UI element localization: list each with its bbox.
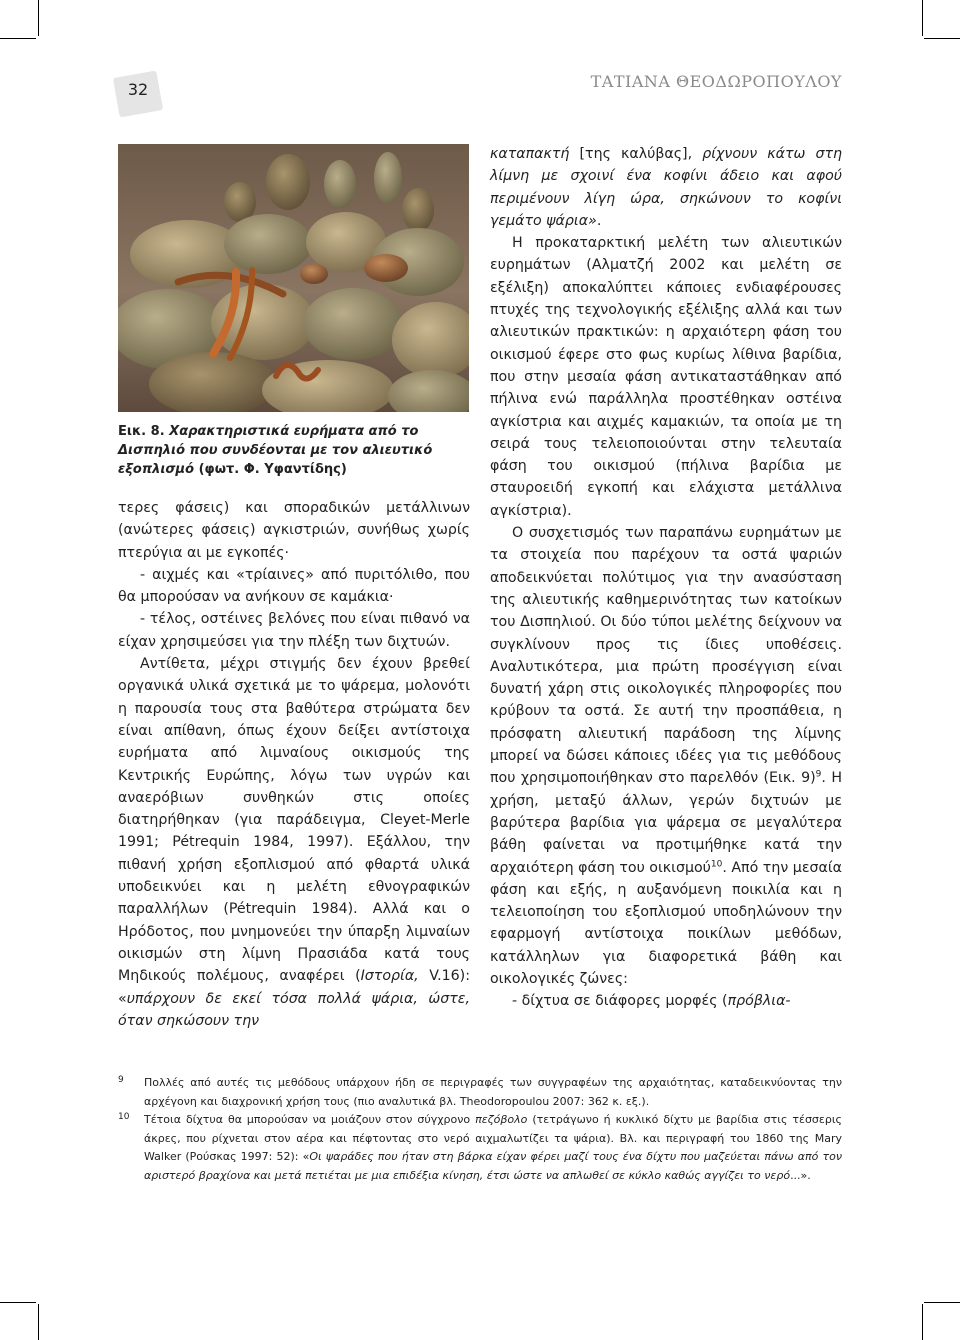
stone-weight <box>374 152 402 204</box>
footnote-text: (τετράγωνο ή κυκλικό δίχτυ με βαρίδια στις τέσσερις άκρες, που ρίχνεται στον αέρα και πέφτοντας στο νερό αιχμαλωτίζει τα ψάρια). Βλ. και περιγραφή του 1860 της Mary Walker (Ρούσκας 1997: 52): « <box>144 1113 842 1163</box>
stone-weight <box>224 182 256 222</box>
text-run: πρόβλια- <box>727 993 791 1010</box>
quote: ρίχνουν κάτω στη λίμνη με σχοινί ένα κοφίνι άδειο και αφού περιμένουν λίγη ώρα, σηκώνουν το κοφίνι γεμάτο ψάρια» <box>490 146 843 229</box>
text-run: [της καλύβας], <box>569 146 703 162</box>
crop-mark <box>38 0 39 36</box>
text-run: V.16): « <box>118 968 470 1007</box>
paragraph <box>490 143 842 232</box>
text-run: Αντίθετα, μέχρι στιγμής δεν έχουν βρεθεί οργανικά υλικά σχετικά με το ψάρεμα, μολονότι η παρουσία τους στα βαθύτερα στρώματα δεν είναι απίθανη, όπως έχουν δείξει αντίστοιχα ευρήματα από λιμναίους οικισμούς της Κεντρικής Ευρώπης, λόγω των υγρών και αναερόβιων συνθηκών στις οποίες διατηρήθηκαν (για παράδειγμα, Cleyet-Merle 1991; Pétrequin 1984, 1997). Εξάλλου, την πιθανή χρήση εξοπλισμού από φθαρτά υλικά υποδεικνύει και η μελέτη εθνογραφικών παραλλήλων (Pétrequin 1984). Αλλά και ο Ηρόδοτος, που μνημονεύει την ύπαρξη λιμναίων οικισμών στη λίμνη Πρασιάδα κατά τους Μηδικούς πολέμους, αναφέρει ( <box>118 656 470 985</box>
paragraph: - αιχμές και «τρίαινες» από πυριτόλιθο, που θα μπορούσαν να ανήκουν σε καμάκια· <box>118 566 470 606</box>
crop-mark <box>38 1304 39 1340</box>
paragraph: Η προκαταρκτική μελέτη των αλιευτικών ευρημάτων (Αλματζή 2002 και μελέτη σε εξέλιξη) αποκαλύπτει κάποιες ενδιαφέρουσες πτυχές της τεχνολογικής εξέλιξης αλλά και των αλιευτικών πρακτικών: η αρχαιότερη φάση του οικισμού έφερε στο φως κυρίως λίθινα βαρίδια, που στην μεσαία φάση αντικαταστάθηκαν από πήλινα ενώ παράλληλα προστέθηκαν οστέινα αγκίστρια και αιχμές καμακιών, τα οποία με τη σειρά τους τελειοποιούνται στην τελευταία φάση του οικισμού (πήλινα βαρίδια με σταυροειδή εγκοπή και ελάχιστα μετάλλινα αγκίστρια). <box>490 235 842 519</box>
figure-credit: (φωτ. Φ. Υφαντίδης) <box>198 462 347 477</box>
clay-weight <box>364 254 408 282</box>
crop-mark <box>922 1304 923 1340</box>
footnote-number: 9 <box>118 1075 124 1085</box>
crop-mark <box>922 0 923 36</box>
running-head: ΤΑΤΙΑΝΑ ΘΕΟΔΩΡΟΠΟΥΛΟΥ <box>590 72 842 91</box>
footnote <box>118 1111 842 1185</box>
crop-mark <box>0 1302 36 1303</box>
page-number: 32 <box>127 80 149 99</box>
right-column <box>490 143 842 1013</box>
text-run: - δίχτυα σε διάφορες μορφές ( <box>512 993 728 1010</box>
text-run: Ο συσχετισμός των παραπάνω ευρημάτων με τα στοιχεία που παρέχουν τα οστά ψαριών αποδεικνύεται πολύτιμος για την ανασύσταση της αλιευτικής καθημερινότητας των κατοίκων του Δισπηλιού. Οι δύο τύποι μελέτης δείχνουν να συγκλίνουν προς τις ίδιες υποθέσεις. Αναλυτικότερα, μια πρώτη προσέγγιση είναι δυνατή χάρη στις οικολογικές πληροφορίες που κρύβουν τα οστά. Σε αυτή την προσπάθεια, η πρόσφατη αλιευτική παράδοση της λίμνης μπορεί να δώσει κάποιες ιδέες για τις μεθόδους που χρησιμοποιήθηκαν στο παρελθόν (Εικ. 9) <box>490 525 842 787</box>
text-run: . Από την μεσαία φάση και εξής, η αυξανόμενη ποικιλία και η τελειοποίηση του εξοπλισμού υποδηλώνουν την εφαρμογή αντίστοιχα ποικίλων μεθόδων, κατάλληλων για διαφορετικά βάθη και οικολογικές ζώνες: <box>490 859 842 987</box>
crop-mark <box>924 38 960 39</box>
quote: καταπακτή <box>490 146 570 162</box>
stone-weight <box>402 188 434 232</box>
left-column <box>118 497 470 1032</box>
clay-weight <box>300 264 328 284</box>
stone-weight <box>303 288 403 360</box>
figure-photo <box>118 144 469 412</box>
footnote-text: Πολλές από αυτές τις μεθόδους υπάρχουν ήδη σε περιγραφές των συγγραφέων της αρχαιότητας, καταδεικνύοντας την αρχέγονη και διαχρονική χρήση τους (πιο αναλυτικά βλ. Theodoropoulou 2007: 362 κ. εξ.). <box>144 1076 842 1108</box>
text-run: . <box>596 212 602 229</box>
paragraph: τερες φάσεις) και σποραδικών μετάλλινων (ανώτερες φάσεις) αγκιστριών, συνήθως χωρίς πτερύγια αι με εγκοπές· <box>118 500 470 561</box>
quote: υπάρχουν δε εκεί τόσα πολλά ψάρια, ώστε, όταν σηκώσουν την <box>118 990 470 1029</box>
paragraph <box>490 990 842 1012</box>
footnote-number: 10 <box>118 1112 130 1122</box>
stone-weight <box>224 214 312 274</box>
footnote-text: Τέτοια δίχτυα θα μπορούσαν να μοιάζουν στον σύγχρονο <box>144 1113 476 1126</box>
footnotes <box>118 1074 842 1185</box>
figure-label: Εικ. 8. <box>118 424 165 439</box>
paragraph <box>118 653 470 1032</box>
text-run: Ιστορία, <box>360 968 419 985</box>
figure-caption <box>118 422 470 479</box>
text-run: . Η χρήση, μεταξύ άλλων, γερών διχτυών με βαρύτερα βαρίδια για ψάρεμα σε μεγαλύτερα βάθη φαίνεται να προτιμήθηκε κατά την αρχαιότερη φάση του οικισμού <box>490 770 842 876</box>
stone-weight <box>324 160 356 208</box>
figure-caption-text: Χαρακτηριστικά ευρήματα από το Δισπηλιό που συνδέονται με τον αλιευτικό εξοπλισμό <box>118 424 433 477</box>
stone-weight <box>266 154 310 210</box>
quote: Οι ψαράδες που ήταν στη βάρκα είχαν φέρει μαζί τους ένα δίχτυ που μαζεύεται πάνω από τον αριστερό βραχίονα και μετά πετιέται με μια επιδέξια κίνηση, έτσι ώστε να απλωθεί σε κύκλο καθώς αγγίζει το νερό <box>144 1150 842 1182</box>
crop-mark <box>924 1302 960 1303</box>
footnote-ref[interactable]: 10 <box>710 858 723 869</box>
footnote-ref[interactable]: 9 <box>815 769 822 780</box>
crop-mark <box>0 38 36 39</box>
paragraph <box>490 522 842 990</box>
footnote-text: πεζόβολο <box>475 1113 528 1126</box>
footnote <box>118 1074 842 1111</box>
footnote-text: ...». <box>790 1168 811 1182</box>
paragraph: - τέλος, οστέινες βελόνες που είναι πιθανό να είχαν χρησιμεύσει για την πλέξη των διχτυών. <box>118 611 470 650</box>
